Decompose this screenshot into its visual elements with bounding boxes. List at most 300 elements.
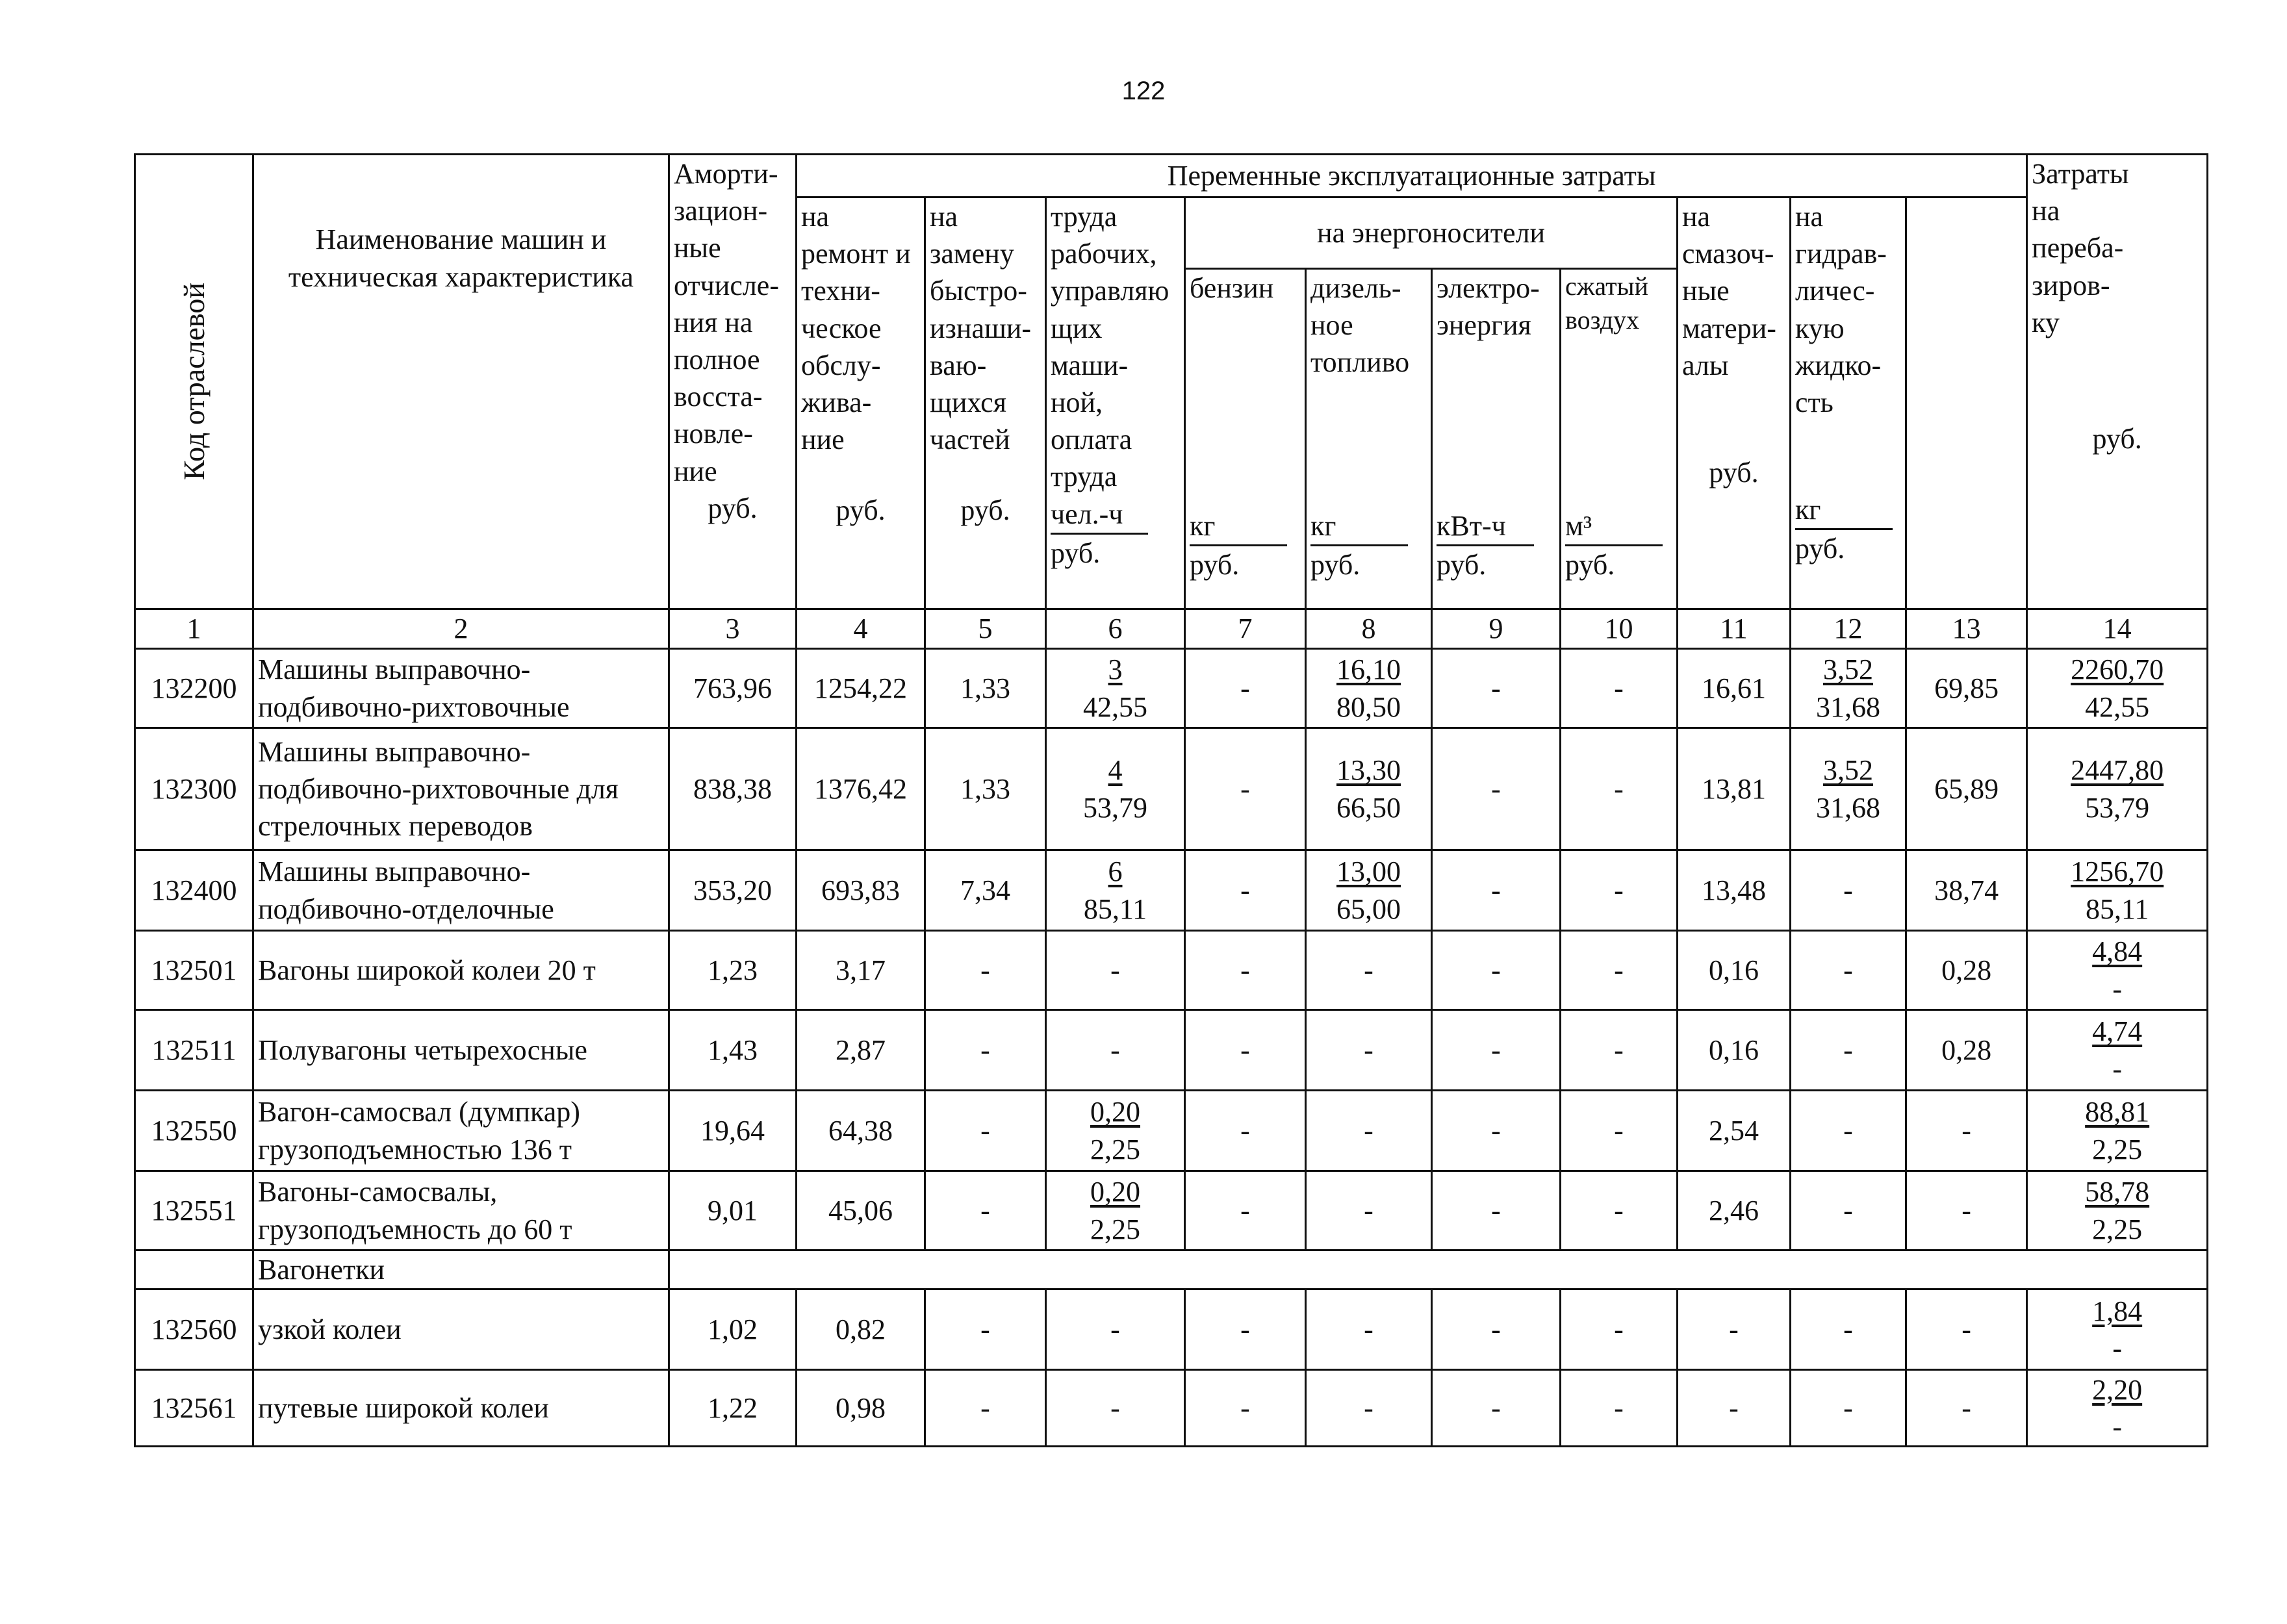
row-diesel-bottom: 65,00 xyxy=(1336,893,1401,925)
header-hydro-unit-bot: руб. xyxy=(1795,533,1845,565)
header-electric-label: электро- энергия xyxy=(1437,272,1540,342)
row-air: - xyxy=(1614,1194,1624,1226)
header-relocation-label: Затраты на переба- зиров- ку xyxy=(2032,158,2129,338)
cell-relocation xyxy=(1906,1091,2027,1171)
row-relocation: - xyxy=(1961,1313,1971,1346)
header-petrol-label: бензин xyxy=(1190,272,1274,304)
column-number: 5 xyxy=(925,609,1046,649)
row-hydro-top: 3,52 xyxy=(1823,653,1873,686)
row-petrol: - xyxy=(1240,874,1250,906)
row-hydro-value: - xyxy=(1843,954,1853,986)
cell-hydro xyxy=(1791,850,1906,931)
cell-name xyxy=(253,1250,669,1289)
cell-air xyxy=(1561,1010,1678,1091)
cell-labor xyxy=(1046,649,1185,728)
row-petrol: - xyxy=(1240,954,1250,986)
row-name: узкой колеи xyxy=(258,1313,402,1346)
row-hydro: - xyxy=(1843,1313,1853,1346)
row-hydro xyxy=(1843,1192,1853,1229)
row-labor-top: 0,20 xyxy=(1090,1176,1140,1208)
header-replace-unit: руб. xyxy=(960,494,1010,527)
cell-diesel xyxy=(1306,1370,1432,1447)
cell-repair xyxy=(797,1171,925,1250)
row-relocation: 0,28 xyxy=(1941,1034,1992,1066)
cell-code xyxy=(135,1010,253,1091)
row-diesel xyxy=(1336,651,1401,725)
header-lube xyxy=(1678,197,1791,609)
cell-relocation xyxy=(1906,931,2027,1010)
cell-petrol xyxy=(1185,1171,1306,1250)
cell-replace xyxy=(925,728,1046,850)
row-labor-bottom: 85,11 xyxy=(1083,893,1147,925)
cell-amort xyxy=(669,1171,797,1250)
row-repair: 1376,42 xyxy=(814,772,907,805)
row-relocation: - xyxy=(1961,1194,1971,1226)
row-air: - xyxy=(1614,1313,1624,1346)
row-estimate-bottom: - xyxy=(2112,972,2122,1005)
cell-lube xyxy=(1678,649,1791,728)
header-diesel-unit-top: кг xyxy=(1310,507,1408,546)
cell-code xyxy=(135,649,253,728)
row-estimate xyxy=(2092,1371,2142,1445)
row-labor xyxy=(1110,952,1120,989)
row-replace: - xyxy=(980,954,990,986)
row-name: Вагоны-самосвалы, грузоподъемность до 60 т xyxy=(258,1176,572,1245)
row-relocation: 38,74 xyxy=(1934,874,1999,906)
row-labor xyxy=(1083,752,1147,826)
row-diesel-top: 13,30 xyxy=(1336,754,1401,787)
cell-name xyxy=(253,850,669,931)
row-name: Вагон-самосвал (думпкар) грузоподъемностью 136 т xyxy=(258,1096,580,1165)
row-estimate xyxy=(2071,651,2164,725)
row-diesel: - xyxy=(1364,1313,1373,1346)
cell-air xyxy=(1561,649,1678,728)
header-diesel-label: дизель- ное топливо xyxy=(1310,272,1410,379)
header-variable: Переменные эксплуатационные затраты xyxy=(797,155,2027,197)
table-row xyxy=(135,1171,2208,1250)
row-diesel xyxy=(1364,1192,1373,1229)
header-amort xyxy=(669,155,797,609)
cell-repair xyxy=(797,1091,925,1171)
row-code: 132200 xyxy=(151,672,237,704)
row-name: Машины выправочно- подбивочно-рихтовочные для стрелочных переводов xyxy=(258,735,619,843)
header-diesel-unit-bot: руб. xyxy=(1310,549,1361,581)
cell-replace xyxy=(925,1289,1046,1370)
row-relocation: 0,28 xyxy=(1941,954,1992,986)
cell-hydro xyxy=(1791,1091,1906,1171)
row-lube: 0,16 xyxy=(1709,954,1759,986)
cell-code xyxy=(135,1091,253,1171)
row-hydro-value: - xyxy=(1843,1194,1853,1226)
row-estimate xyxy=(2092,933,2142,1007)
cell-code xyxy=(135,1370,253,1447)
cell-petrol xyxy=(1185,728,1306,850)
row-lube: 0,16 xyxy=(1709,1034,1759,1066)
cell-hydro xyxy=(1791,1171,1906,1250)
header-code-label: Код отраслевой xyxy=(177,283,211,481)
row-estimate-top: 2447,80 xyxy=(2071,754,2164,787)
header-air-unit-top: м³ xyxy=(1565,507,1663,546)
cell-replace xyxy=(925,1010,1046,1091)
row-air: - xyxy=(1614,1114,1624,1147)
header-petrol xyxy=(1185,269,1306,609)
header-energy: на энергоносители xyxy=(1185,197,1678,269)
cell-repair xyxy=(797,1289,925,1370)
row-labor xyxy=(1083,651,1147,725)
row-lube: 13,48 xyxy=(1702,874,1766,906)
row-estimate xyxy=(2071,752,2164,826)
row-diesel-value: - xyxy=(1364,1114,1373,1147)
cell-diesel xyxy=(1306,931,1432,1010)
cell-petrol xyxy=(1185,1370,1306,1447)
cell-electric xyxy=(1432,1289,1561,1370)
header-petrol-unit-top: кг xyxy=(1190,507,1287,546)
row-labor xyxy=(1110,1032,1120,1069)
row-labor-bottom: 53,79 xyxy=(1083,791,1147,824)
row-amort: 1,43 xyxy=(708,1034,758,1066)
row-labor xyxy=(1090,1093,1140,1167)
table-row xyxy=(135,728,2208,850)
row-code: 132551 xyxy=(151,1194,237,1226)
group-title: Вагонетки xyxy=(258,1254,385,1286)
table-body xyxy=(135,649,2208,1447)
cell-code xyxy=(135,728,253,850)
cell-hydro xyxy=(1791,931,1906,1010)
group-row-filler xyxy=(669,1250,2208,1289)
row-electric: - xyxy=(1491,954,1501,986)
row-estimate-bottom: - xyxy=(2112,1410,2122,1443)
cell-name xyxy=(253,1010,669,1091)
row-petrol: - xyxy=(1240,772,1250,805)
cell-relocation xyxy=(1906,1171,2027,1250)
row-replace: - xyxy=(980,1194,990,1226)
row-petrol: - xyxy=(1240,672,1250,704)
column-number: 1 xyxy=(135,609,253,649)
row-electric: - xyxy=(1491,672,1501,704)
column-number-row xyxy=(135,609,2208,649)
row-hydro-value: - xyxy=(1843,874,1853,906)
header-name xyxy=(253,155,669,609)
machine-cost-table xyxy=(134,153,2208,1447)
cell-lube xyxy=(1678,1010,1791,1091)
cell-diesel xyxy=(1306,850,1432,931)
cell-labor xyxy=(1046,1370,1185,1447)
row-labor xyxy=(1084,853,1147,927)
header-relocation-unit: руб. xyxy=(2092,422,2142,455)
header-repair-label: на ремонт и техни- ческое обслу- жива- ние xyxy=(801,201,911,456)
cell-name xyxy=(253,728,669,850)
header-electric-unit-bot: руб. xyxy=(1437,549,1487,581)
row-amort: 353,20 xyxy=(693,874,772,906)
header-petrol-unit-bot: руб. xyxy=(1190,549,1240,581)
cell-replace xyxy=(925,931,1046,1010)
row-petrol: - xyxy=(1240,1392,1250,1425)
cell-name xyxy=(253,1091,669,1171)
column-number: 6 xyxy=(1046,609,1185,649)
row-amort: 1,02 xyxy=(708,1313,758,1346)
row-amort: 1,22 xyxy=(708,1392,758,1425)
row-amort: 19,64 xyxy=(700,1114,765,1147)
row-repair: 3,17 xyxy=(836,954,886,986)
row-labor-top: 3 xyxy=(1108,653,1123,686)
row-replace: 1,33 xyxy=(960,772,1010,805)
row-electric: - xyxy=(1491,1194,1501,1226)
cell-lube xyxy=(1678,1171,1791,1250)
row-diesel-bottom: 66,50 xyxy=(1336,791,1401,824)
cell-diesel xyxy=(1306,1091,1432,1171)
row-code: 132550 xyxy=(151,1114,237,1147)
cell-replace xyxy=(925,1370,1046,1447)
row-diesel xyxy=(1336,853,1401,927)
row-lube: 2,54 xyxy=(1709,1114,1759,1147)
row-estimate-top: 88,81 xyxy=(2085,1096,2150,1128)
column-number: 9 xyxy=(1432,609,1561,649)
cell-petrol xyxy=(1185,931,1306,1010)
row-lube: - xyxy=(1729,1313,1739,1346)
column-number: 10 xyxy=(1561,609,1678,649)
cell-replace xyxy=(925,850,1046,931)
row-code: 132511 xyxy=(151,1034,236,1066)
cell-air xyxy=(1561,1091,1678,1171)
cell-amort xyxy=(669,1091,797,1171)
cell-lube xyxy=(1678,931,1791,1010)
column-number: 14 xyxy=(2027,609,2208,649)
row-estimate-top: 2260,70 xyxy=(2071,653,2164,686)
cell-labor xyxy=(1046,1010,1185,1091)
row-relocation: 65,89 xyxy=(1934,772,1999,805)
cell-lube xyxy=(1678,1370,1791,1447)
column-number: 3 xyxy=(669,609,797,649)
row-diesel-value: - xyxy=(1364,954,1373,986)
row-amort: 9,01 xyxy=(708,1194,758,1226)
cell-code xyxy=(135,1289,253,1370)
cell-electric xyxy=(1432,1091,1561,1171)
row-labor: - xyxy=(1110,1313,1120,1346)
cell-lube xyxy=(1678,1289,1791,1370)
header-replace xyxy=(925,197,1046,609)
cell-code xyxy=(135,931,253,1010)
row-estimate-top: 2,20 xyxy=(2092,1373,2143,1406)
cell-labor xyxy=(1046,1091,1185,1171)
row-labor-top: 0,20 xyxy=(1090,1096,1140,1128)
row-code: 132560 xyxy=(151,1313,237,1346)
row-diesel-value: - xyxy=(1364,1034,1373,1066)
table-row xyxy=(135,1091,2208,1171)
cell-labor xyxy=(1046,1289,1185,1370)
row-name: Машины выправочно- подбивочно-отделочные xyxy=(258,856,554,925)
row-hydro xyxy=(1843,1032,1853,1069)
row-estimate-bottom: - xyxy=(2112,1332,2122,1364)
column-number: 12 xyxy=(1791,609,1906,649)
cell-hydro xyxy=(1791,728,1906,850)
cell-petrol xyxy=(1185,1289,1306,1370)
row-petrol: - xyxy=(1240,1194,1250,1226)
row-air: - xyxy=(1614,1034,1624,1066)
cell-repair xyxy=(797,728,925,850)
table-row xyxy=(135,1010,2208,1091)
header-relocation xyxy=(2027,155,2208,609)
column-number: 2 xyxy=(253,609,669,649)
cell-repair xyxy=(797,649,925,728)
row-relocation: 69,85 xyxy=(1934,672,1999,704)
cell-labor xyxy=(1046,728,1185,850)
cell-electric xyxy=(1432,728,1561,850)
cell-replace xyxy=(925,1091,1046,1171)
row-estimate xyxy=(2071,853,2164,927)
row-replace: - xyxy=(980,1392,990,1425)
cell-petrol xyxy=(1185,649,1306,728)
row-hydro xyxy=(1843,952,1853,989)
row-air: - xyxy=(1614,874,1624,906)
cell-name xyxy=(253,649,669,728)
cell-diesel xyxy=(1306,728,1432,850)
row-amort: 838,38 xyxy=(693,772,772,805)
row-electric: - xyxy=(1491,1114,1501,1147)
header-electric xyxy=(1432,269,1561,609)
row-repair: 0,98 xyxy=(836,1392,886,1425)
table-row xyxy=(135,1289,2208,1370)
cell-repair xyxy=(797,1010,925,1091)
group-row xyxy=(135,1250,2208,1289)
row-petrol: - xyxy=(1240,1313,1250,1346)
header-repair-unit: руб. xyxy=(836,494,886,527)
cell-estimate xyxy=(2027,1091,2208,1171)
row-labor-bottom: 42,55 xyxy=(1083,691,1147,723)
table-row xyxy=(135,850,2208,931)
cell-amort xyxy=(669,1370,797,1447)
row-estimate-top: 1256,70 xyxy=(2071,856,2164,888)
row-repair: 64,38 xyxy=(828,1114,893,1147)
row-estimate-top: 4,74 xyxy=(2092,1015,2143,1048)
cell-estimate xyxy=(2027,1171,2208,1250)
header-air-label: сжатый воздух xyxy=(1565,272,1648,335)
header-diesel xyxy=(1306,269,1432,609)
cell-labor xyxy=(1046,1171,1185,1250)
header-code xyxy=(135,155,253,609)
cell-lube xyxy=(1678,1091,1791,1171)
cell-electric xyxy=(1432,1171,1561,1250)
cell-electric xyxy=(1432,1010,1561,1091)
header-hydro-unit-top: кг xyxy=(1795,491,1893,530)
row-hydro-bottom: 31,68 xyxy=(1816,691,1880,723)
column-number: 13 xyxy=(1906,609,2027,649)
row-diesel-bottom: 80,50 xyxy=(1336,691,1401,723)
cell-relocation xyxy=(1906,850,2027,931)
row-hydro-bottom: 31,68 xyxy=(1816,791,1880,824)
cell-electric xyxy=(1432,649,1561,728)
row-hydro xyxy=(1843,872,1853,909)
cell-repair xyxy=(797,1370,925,1447)
row-diesel xyxy=(1364,1032,1373,1069)
row-air: - xyxy=(1614,1392,1624,1425)
header-name-label: Наименование машин и техническая характеристика xyxy=(288,223,634,293)
header-hydro xyxy=(1791,197,1906,609)
header-labor-unit-top: чел.-ч xyxy=(1051,496,1148,535)
row-amort: 1,23 xyxy=(708,954,758,986)
cell-air xyxy=(1561,728,1678,850)
header-labor xyxy=(1046,197,1185,609)
row-replace: 7,34 xyxy=(960,874,1010,906)
row-labor-top: 4 xyxy=(1108,754,1123,787)
row-electric: - xyxy=(1491,874,1501,906)
row-code: 132300 xyxy=(151,772,237,805)
row-replace: - xyxy=(980,1313,990,1346)
cell-name xyxy=(253,1370,669,1447)
cell-repair xyxy=(797,931,925,1010)
row-estimate-top: 58,78 xyxy=(2085,1176,2150,1208)
header-electric-unit-top: кВт-ч xyxy=(1437,507,1534,546)
cell-estimate xyxy=(2027,1010,2208,1091)
header-repair xyxy=(797,197,925,609)
row-lube: 16,61 xyxy=(1702,672,1766,704)
row-repair: 45,06 xyxy=(828,1194,893,1226)
cell-diesel xyxy=(1306,1010,1432,1091)
row-estimate-bottom: 42,55 xyxy=(2085,691,2150,723)
row-electric: - xyxy=(1491,772,1501,805)
row-estimate xyxy=(2092,1013,2142,1087)
row-electric: - xyxy=(1491,1034,1501,1066)
cell-labor xyxy=(1046,850,1185,931)
header-air xyxy=(1561,269,1678,609)
header-lube-label: на смазоч- ные матери- алы xyxy=(1682,201,1776,381)
cell-diesel xyxy=(1306,1289,1432,1370)
row-estimate-bottom: 2,25 xyxy=(2092,1133,2143,1165)
cell-petrol xyxy=(1185,1091,1306,1171)
column-number: 8 xyxy=(1306,609,1432,649)
cell-name xyxy=(253,1289,669,1370)
row-repair: 1254,22 xyxy=(814,672,907,704)
cell-relocation xyxy=(1906,1370,2027,1447)
cell-estimate xyxy=(2027,850,2208,931)
cell-replace xyxy=(925,1171,1046,1250)
cell-relocation xyxy=(1906,649,2027,728)
header-labor-unit-bot: руб. xyxy=(1051,537,1101,569)
cell-relocation xyxy=(1906,1010,2027,1091)
cell-code xyxy=(135,1250,253,1289)
cell-estimate xyxy=(2027,649,2208,728)
cell-electric xyxy=(1432,931,1561,1010)
table-row xyxy=(135,931,2208,1010)
table-row xyxy=(135,1370,2208,1447)
header-replace-label: на замену быстро- изнаши- ваю- щихся частей xyxy=(930,201,1032,456)
header-amort-label: Аморти- зацион- ные отчисле- ния на полное восста- новле- ние xyxy=(674,158,779,487)
row-air: - xyxy=(1614,772,1624,805)
row-name: Машины выправочно- подбивочно-рихтовочные xyxy=(258,653,570,723)
row-relocation: - xyxy=(1961,1114,1971,1147)
cell-air xyxy=(1561,931,1678,1010)
row-diesel-top: 13,00 xyxy=(1336,856,1401,888)
cell-hydro xyxy=(1791,1010,1906,1091)
row-code: 132501 xyxy=(151,954,237,986)
row-estimate-bottom: 53,79 xyxy=(2085,791,2150,824)
cell-code xyxy=(135,850,253,931)
cell-lube xyxy=(1678,728,1791,850)
row-replace: - xyxy=(980,1114,990,1147)
row-estimate xyxy=(2085,1173,2149,1247)
cell-amort xyxy=(669,1289,797,1370)
cell-estimate xyxy=(2027,1370,2208,1447)
row-diesel xyxy=(1336,752,1401,826)
cell-replace xyxy=(925,649,1046,728)
row-repair: 0,82 xyxy=(836,1313,886,1346)
row-hydro-value: - xyxy=(1843,1114,1853,1147)
row-hydro xyxy=(1816,651,1880,725)
row-diesel-value: - xyxy=(1364,1194,1373,1226)
row-estimate xyxy=(2085,1093,2149,1167)
row-diesel xyxy=(1364,952,1373,989)
row-lube: 13,81 xyxy=(1702,772,1766,805)
row-estimate-bottom: 85,11 xyxy=(2085,893,2149,925)
